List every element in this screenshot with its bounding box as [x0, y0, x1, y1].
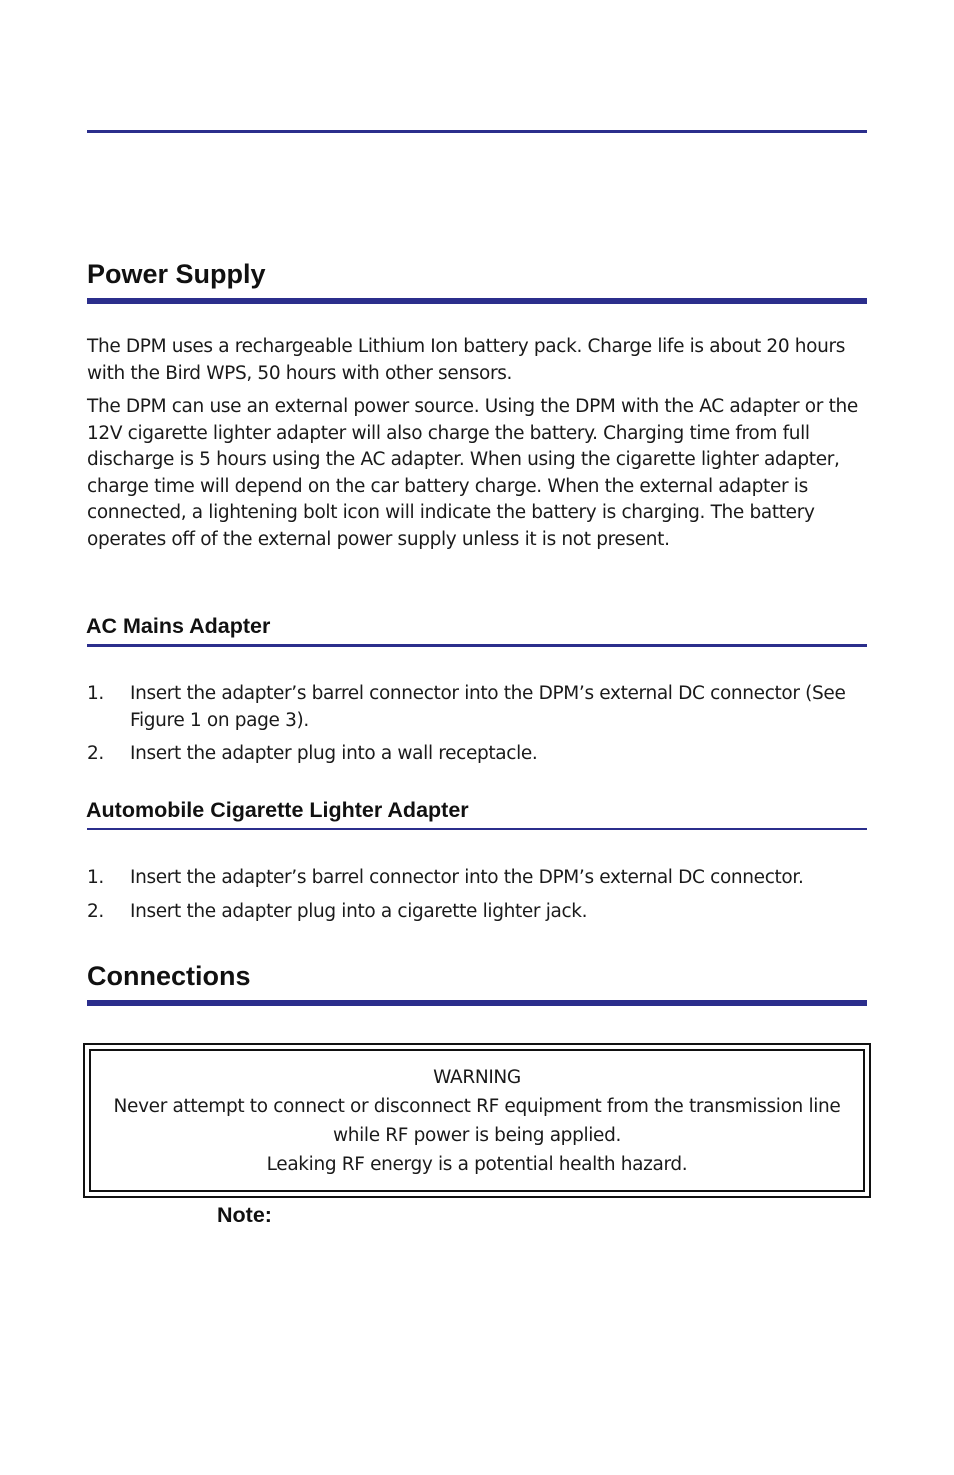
ac-mains-steps [87, 681, 867, 775]
warning-box [83, 1043, 871, 1198]
list-item-number: 1. [87, 867, 104, 888]
list-item [87, 681, 867, 734]
list-item-number: 2. [87, 743, 104, 765]
section-rule-connections [87, 1000, 867, 1006]
section-title-connections: Connections [87, 961, 251, 991]
subsection-title-auto-adapter: Automobile Cigarette Lighter Adapter [86, 798, 469, 822]
list-item [87, 899, 867, 926]
paragraph-battery-pack: The DPM uses a rechargeable Lithium Ion battery pack. Charge life is about 20 hours with the Bird WPS, 50 hours with other sensors. [87, 336, 846, 384]
top-rule [87, 130, 867, 133]
list-item-number: 2. [87, 900, 104, 922]
subsection-rule-auto-adapter [87, 828, 867, 830]
warning-box-inner [89, 1049, 865, 1192]
list-item [87, 865, 867, 892]
subsection-title-ac-mains: AC Mains Adapter [86, 614, 271, 638]
list-item-text: Insert the adapter plug into a cigarette lighter jack. [130, 900, 588, 922]
auto-adapter-steps [87, 865, 867, 932]
subsection-rule-ac-mains [87, 644, 867, 647]
list-item-text: Insert the adapter’s barrel connector into the DPM’s external DC connector (See Figure 1 on page 3). [130, 683, 846, 731]
warning-heading: WARNING [433, 1067, 521, 1088]
list-item-text: Insert the adapter plug into a wall receptacle. [130, 743, 538, 765]
paragraph-external-power: The DPM can use an external power source. Using the DPM with the AC adapter or the 12V cigarette lighter adapter will also charge the battery. Charging time from full discharge is 5 hours using the AC adapter. When using the cigarette lighter adapter, charge time will depend on the car battery charge. When the external adapter is connected, a lightening bolt icon will indicate the battery is charging. The battery operates off of the external power supply unless it is not present. [87, 396, 858, 550]
list-item-number: 1. [87, 683, 104, 704]
warning-text-hazard: Leaking RF energy is a potential health hazard. [266, 1154, 688, 1175]
section-rule-power-supply [87, 298, 867, 304]
note-label: Note: [217, 1203, 272, 1227]
section-title-power-supply: Power Supply [87, 259, 266, 289]
list-item-text: Insert the adapter’s barrel connector into the DPM’s external DC connector. [130, 867, 804, 888]
list-item [87, 741, 867, 768]
warning-text-rf: Never attempt to connect or disconnect RF equipment from the transmission line while RF power is being applied. [113, 1096, 841, 1146]
